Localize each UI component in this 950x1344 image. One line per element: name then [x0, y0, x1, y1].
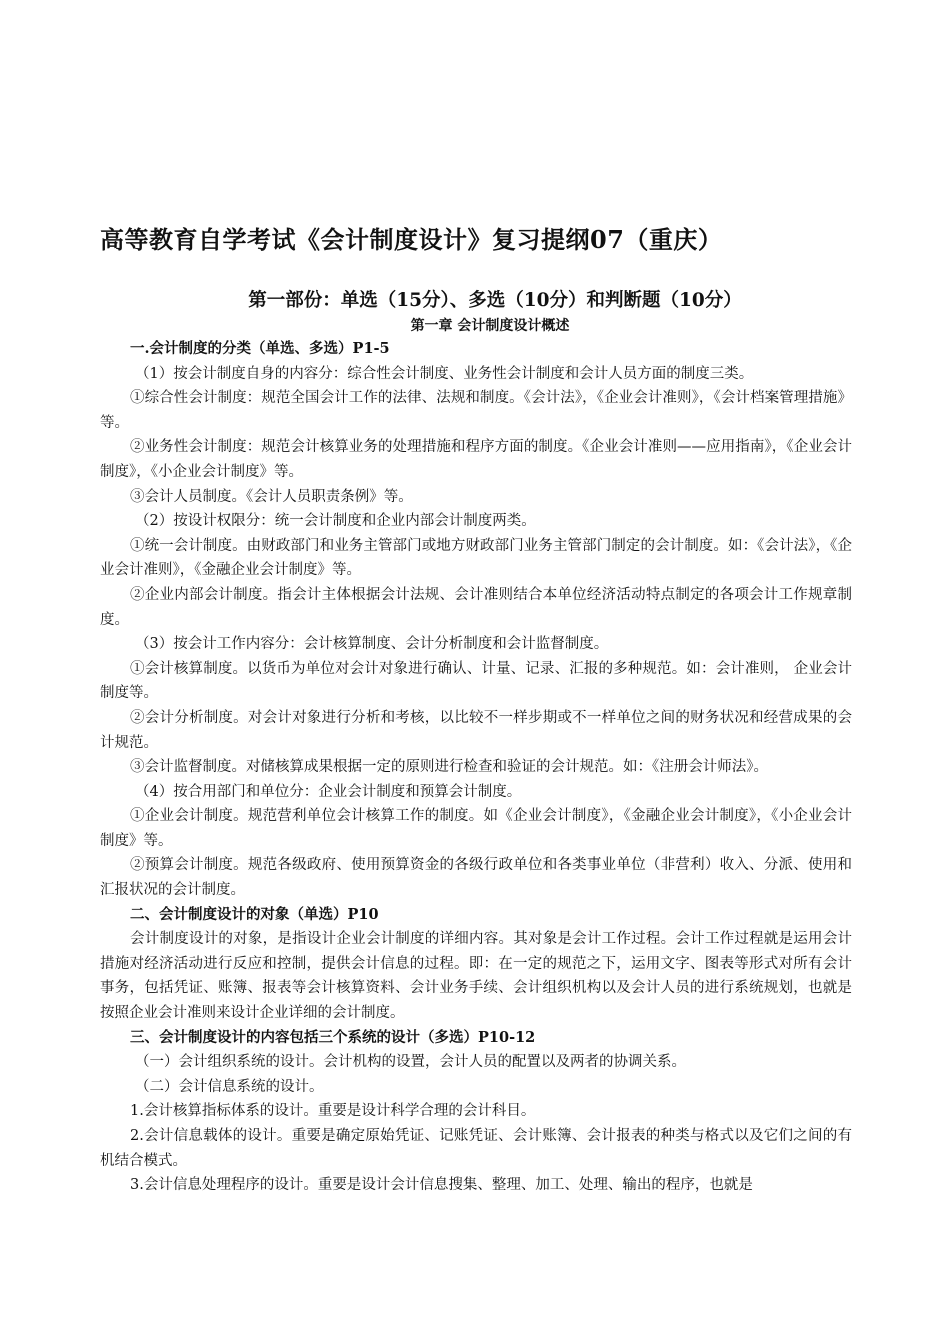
document-body: [100, 337, 852, 1198]
paragraph: （1）按会计制度自身的内容分：综合性会计制度、业务性会计制度和会计人员方面的制度三类。: [135, 365, 754, 382]
paragraph: （4）按合用部门和单位分：企业会计制度和预算会计制度。: [135, 783, 522, 800]
paragraph: 3.会计信息处理程序的设计。重要是设计会计信息搜集、整理、加工、处理、输出的程序，也就是: [130, 1177, 753, 1194]
paragraph: ②企业内部会计制度。指会计主体根据会计法规、会计准则结合本单位经济活动特点制定的各项会计工作规章制度。: [100, 586, 852, 628]
paragraph: （3）按会计工作内容分：会计核算制度、会计分析制度和会计监督制度。: [135, 636, 609, 653]
paragraph: ①会计核算制度。以货币为单位对会计对象进行确认、计量、记录、汇报的多种规范。如：会计准则， 企业会计制度等。: [100, 660, 852, 702]
paragraph: （一）会计组织系统的设计。会计机构的设置，会计人员的配置以及两者的协调关系。: [135, 1054, 686, 1071]
paragraph: （2）按设计权限分：统一会计制度和企业内部会计制度两类。: [135, 513, 536, 530]
chapter-title: 第一章 会计制度设计概述: [410, 318, 570, 334]
paragraph: ③会计监督制度。对储核算成果根据一定的原则进行检查和验证的会计规范。如：《注册会计师法》。: [130, 759, 768, 776]
paragraph: ②预算会计制度。规范各级政府、使用预算资金的各级行政单位和各类事业单位（非营利）收入、分派、使用和汇报状况的会计制度。: [100, 857, 852, 899]
paragraph: ③会计人员制度。《会计人员职责条例》等。: [130, 488, 413, 505]
part-title: 第一部份：单选（15分）、多选（10分）和判断题（10分）: [248, 290, 742, 311]
paragraph: 1.会计核算指标体系的设计。重要是设计科学合理的会计科目。: [130, 1103, 536, 1120]
paragraph: ①综合性会计制度：规范全国会计工作的法律、法规和制度。《会计法》，《企业会计准则》，《会计档案管理措施》等。: [100, 390, 852, 431]
paragraph: 会计制度设计的对象，是指设计企业会计制度的详细内容。其对象是会计工作过程。会计工作过程就是运用会计措施对经济活动进行反应和控制，提供会计信息的过程。即：在一定的规范之下，运用文字、图表等形式对所有会计事务，包括凭证、账簿、报表等会计核算资料、会计业务手续、会计组织机构以及会计人员的进行系统规划，也就是按照企业会计准则来设计企业详细的会计制度。: [100, 931, 852, 1022]
paragraph: （二）会计信息系统的设计。: [135, 1078, 324, 1095]
section-heading: 三、会计制度设计的内容包括三个系统的设计（多选）P10-12: [130, 1028, 536, 1046]
paragraph: ②业务性会计制度：规范会计核算业务的处理措施和程序方面的制度。《企业会计准则——应用指南》，《企业会计制度》，《小企业会计制度》等。: [100, 439, 852, 480]
document-title: 高等教育自学考试《会计制度设计》复习提纲07（重庆）: [100, 225, 723, 254]
section-heading: 一.会计制度的分类（单选、多选）P1-5: [130, 340, 390, 357]
paragraph: ①企业会计制度。规范营利单位会计核算工作的制度。如《企业会计制度》，《金融企业会计制度》，《小企业会计制度》等。: [100, 808, 852, 849]
paragraph: 2.会计信息载体的设计。重要是确定原始凭证、记账凭证、会计账簿、会计报表的种类与格式以及它们之间的有机结合模式。: [100, 1128, 852, 1169]
paragraph: ②会计分析制度。对会计对象进行分析和考核，以比较不一样步期或不一样单位之间的财务状况和经营成果的会计规范。: [100, 709, 852, 751]
section-heading: 二、会计制度设计的对象（单选）P10: [130, 905, 379, 923]
paragraph: ①统一会计制度。由财政部门和业务主管部门或地方财政部门业务主管部门制定的会计制度。如：《会计法》，《企业会计准则》，《金融企业会计制度》等。: [100, 537, 852, 579]
